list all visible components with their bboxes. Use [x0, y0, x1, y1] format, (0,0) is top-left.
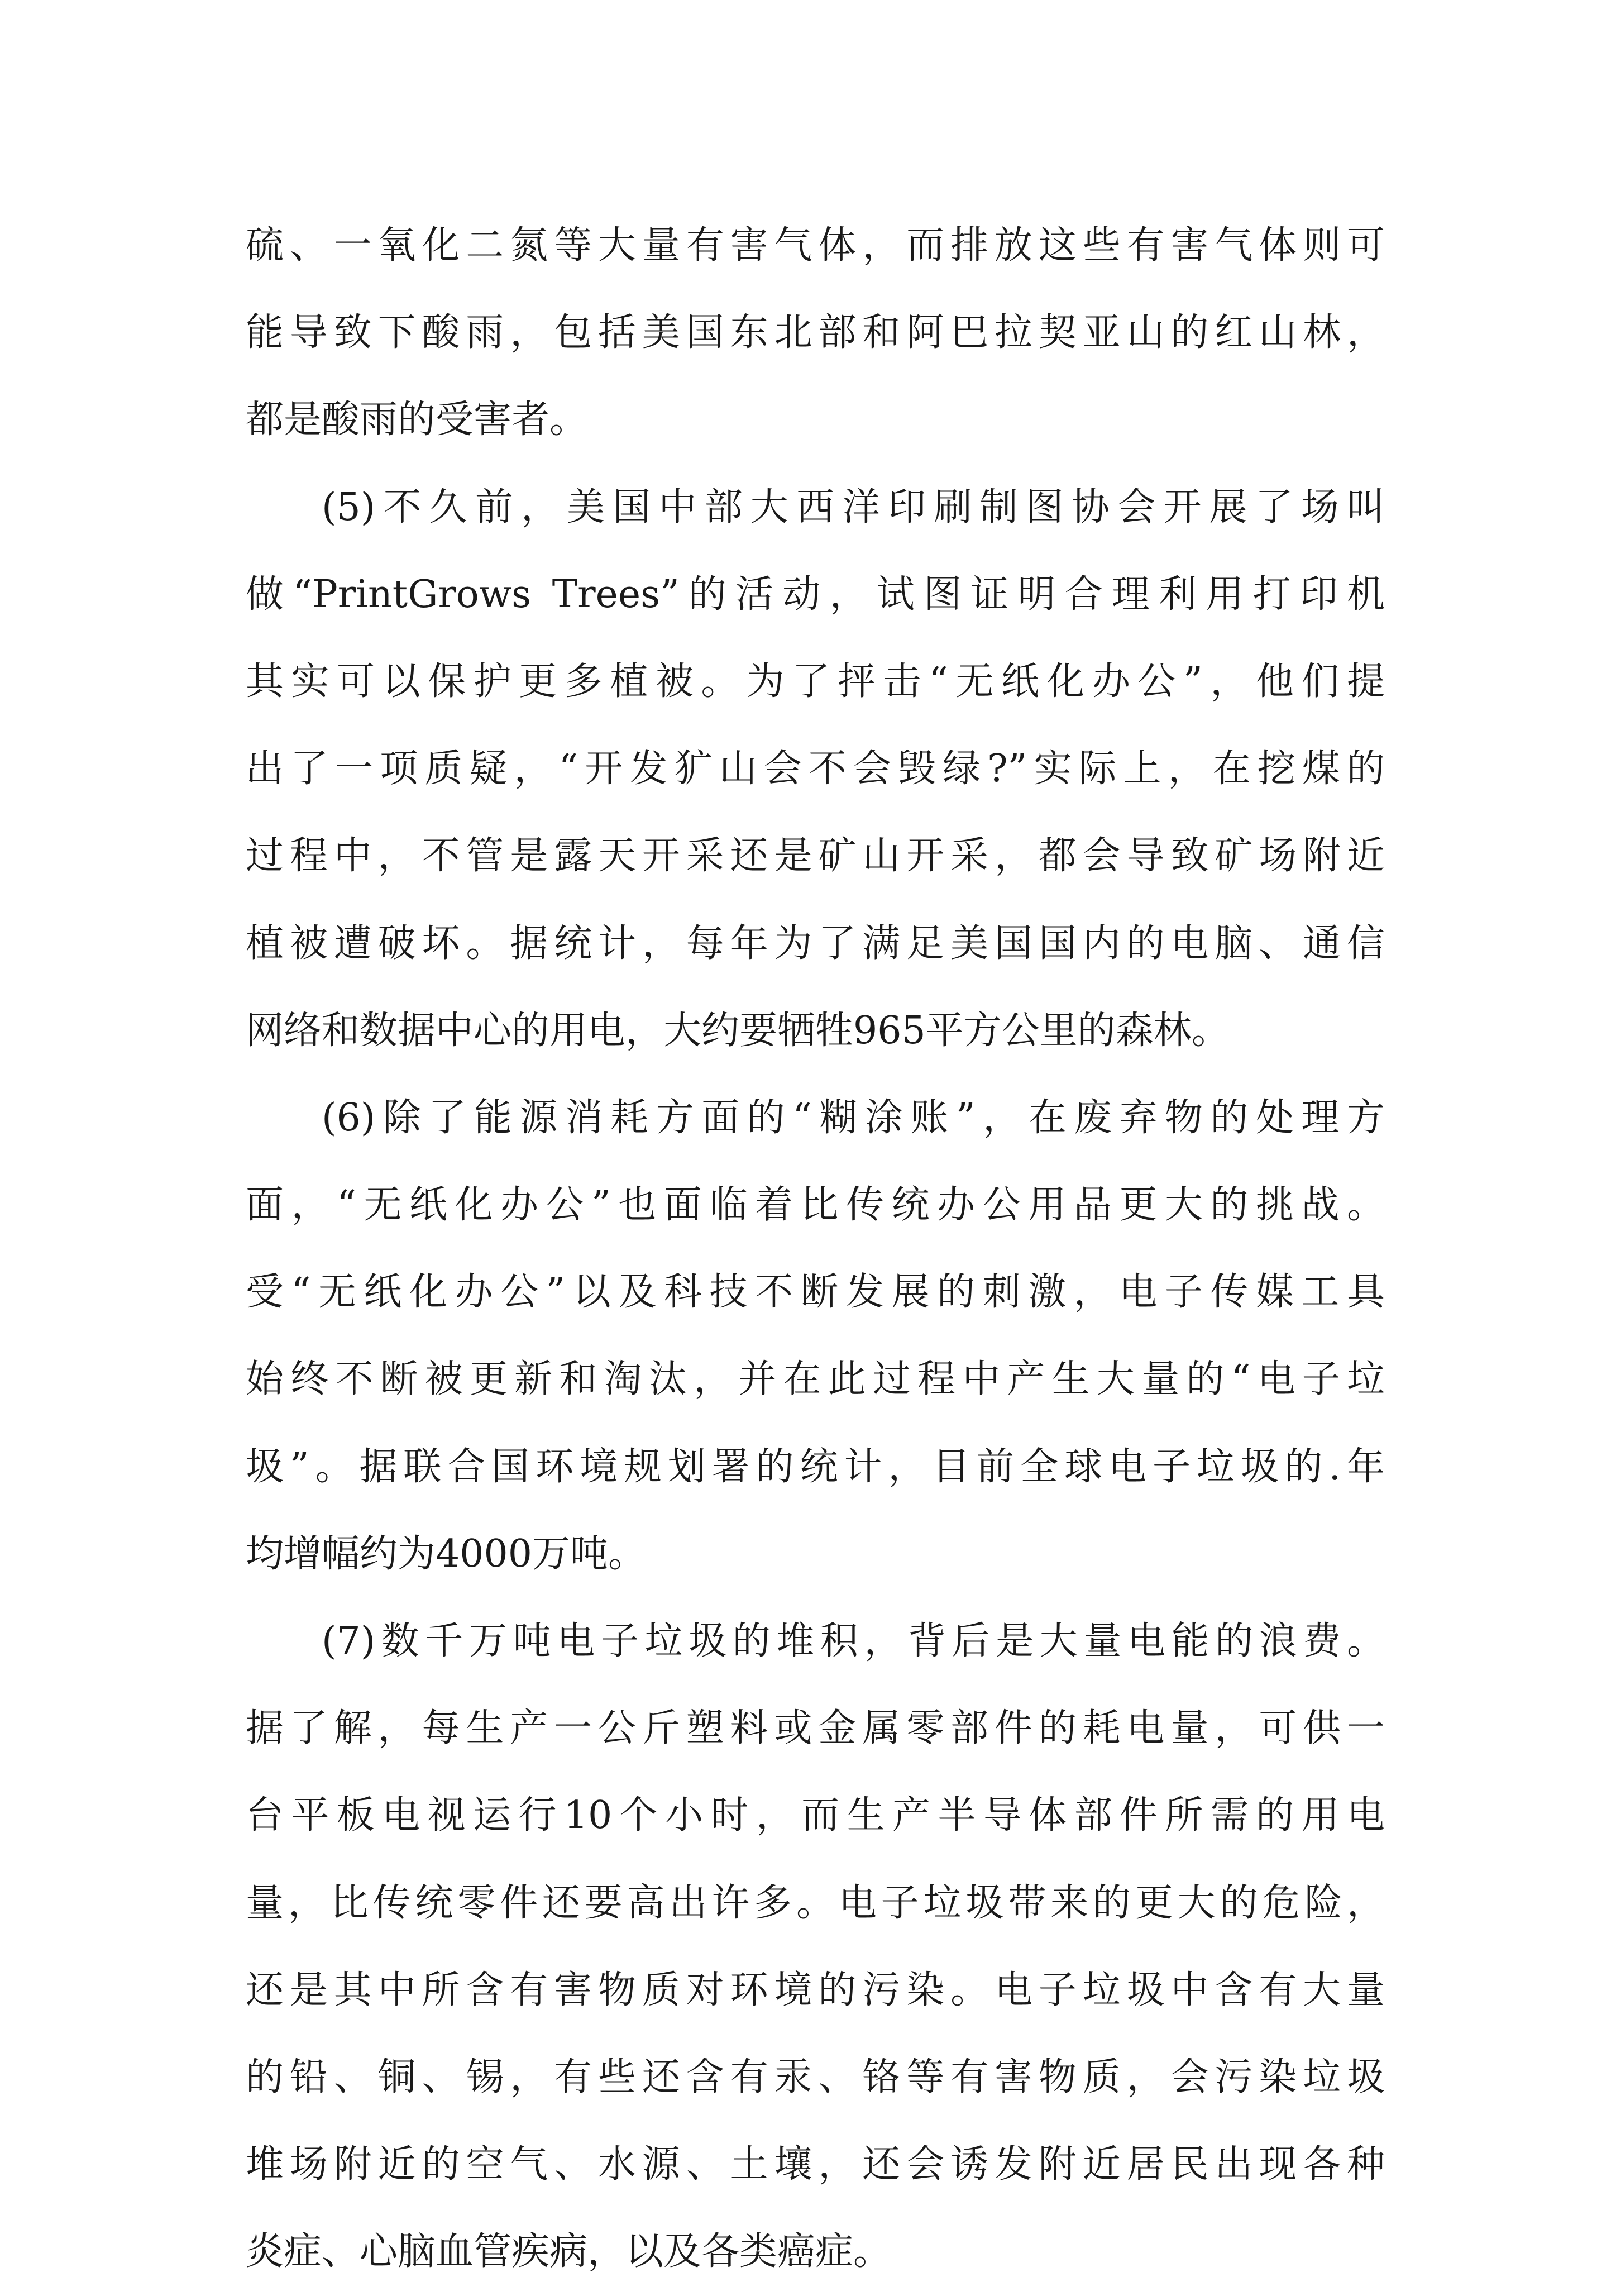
text-line: 其实可以保护更多植被。为了抨击“无纸化办公”，他们提 [246, 659, 1385, 704]
text-line: 始终不断被更新和淘汰，并在此过程中产生大量的“电子垃 [246, 1357, 1385, 1402]
text-line: (6)除了能源消耗方面的“糊涂账”，在废弃物的处理方 [322, 1095, 1385, 1140]
body-text [246, 202, 1385, 2296]
text-line: 硫、一氧化二氮等大量有害气体，而排放这些有害气体则可 [246, 223, 1385, 268]
text-line: 据了解，每生产一公斤塑料或金属零部件的耗电量，可供一 [246, 1706, 1385, 1751]
text-line: 均增幅约为4000万吨。 [246, 1531, 647, 1576]
text-line: 网络和数据中心的用电，大约要牺牲965平方公里的森林。 [246, 1008, 1230, 1053]
paragraph-5 [246, 464, 1385, 1075]
text-line: 都是酸雨的受害者。 [246, 398, 588, 442]
text-line: 炎症、心脑血管疾病，以及各类癌症。 [246, 2230, 892, 2274]
text-line: (7)数千万吨电子垃圾的堆积，背后是大量电能的浪费。 [322, 1619, 1385, 1663]
paragraph-6 [246, 1075, 1385, 1598]
text-line: 还是其中所含有害物质对环境的污染。电子垃圾中含有大量 [246, 1968, 1385, 2012]
text-line: 的铅、铜、锡，有些还含有汞、铬等有害物质，会污染垃圾 [246, 2055, 1385, 2099]
text-line: 过程中，不管是露天开采还是矿山开采，都会导致矿场附近 [246, 834, 1385, 879]
paragraph-7 [246, 1598, 1385, 2296]
paragraph-continued [246, 202, 1385, 464]
text-line: 台平板电视运行10个小时，而生产半导体部件所需的用电 [246, 1793, 1385, 1838]
text-line: 受“无纸化办公”以及科技不断发展的刺激，电子传媒工具 [246, 1270, 1385, 1315]
text-line: 面，“无纸化办公”也面临着比传统办公用品更大的挑战。 [246, 1183, 1385, 1228]
text-line: (5)不久前，美国中部大西洋印刷制图协会开展了场叫 [322, 485, 1385, 529]
text-line: 出了一项质疑，“开发犷山会不会毁绿?”实际上，在挖煤的 [246, 747, 1385, 791]
text-line: 圾”。据联合国环境规划署的统计，目前全球电子垃圾的.年 [246, 1444, 1385, 1489]
text-line: 植被遭破坏。据统计，每年为了满足美国国内的电脑、通信 [246, 921, 1385, 966]
text-line: 能导致下酸雨，包括美国东北部和阿巴拉契亚山的红山林， [246, 311, 1385, 355]
text-line: 做“PrintGrows Trees”的活动，试图证明合理利用打印机 [246, 572, 1385, 617]
text-line: 量，比传统零件还要高出许多。电子垃圾带来的更大的危险， [246, 1880, 1385, 1925]
text-line: 堆场附近的空气、水源、土壤，还会诱发附近居民出现各种 [246, 2142, 1385, 2187]
